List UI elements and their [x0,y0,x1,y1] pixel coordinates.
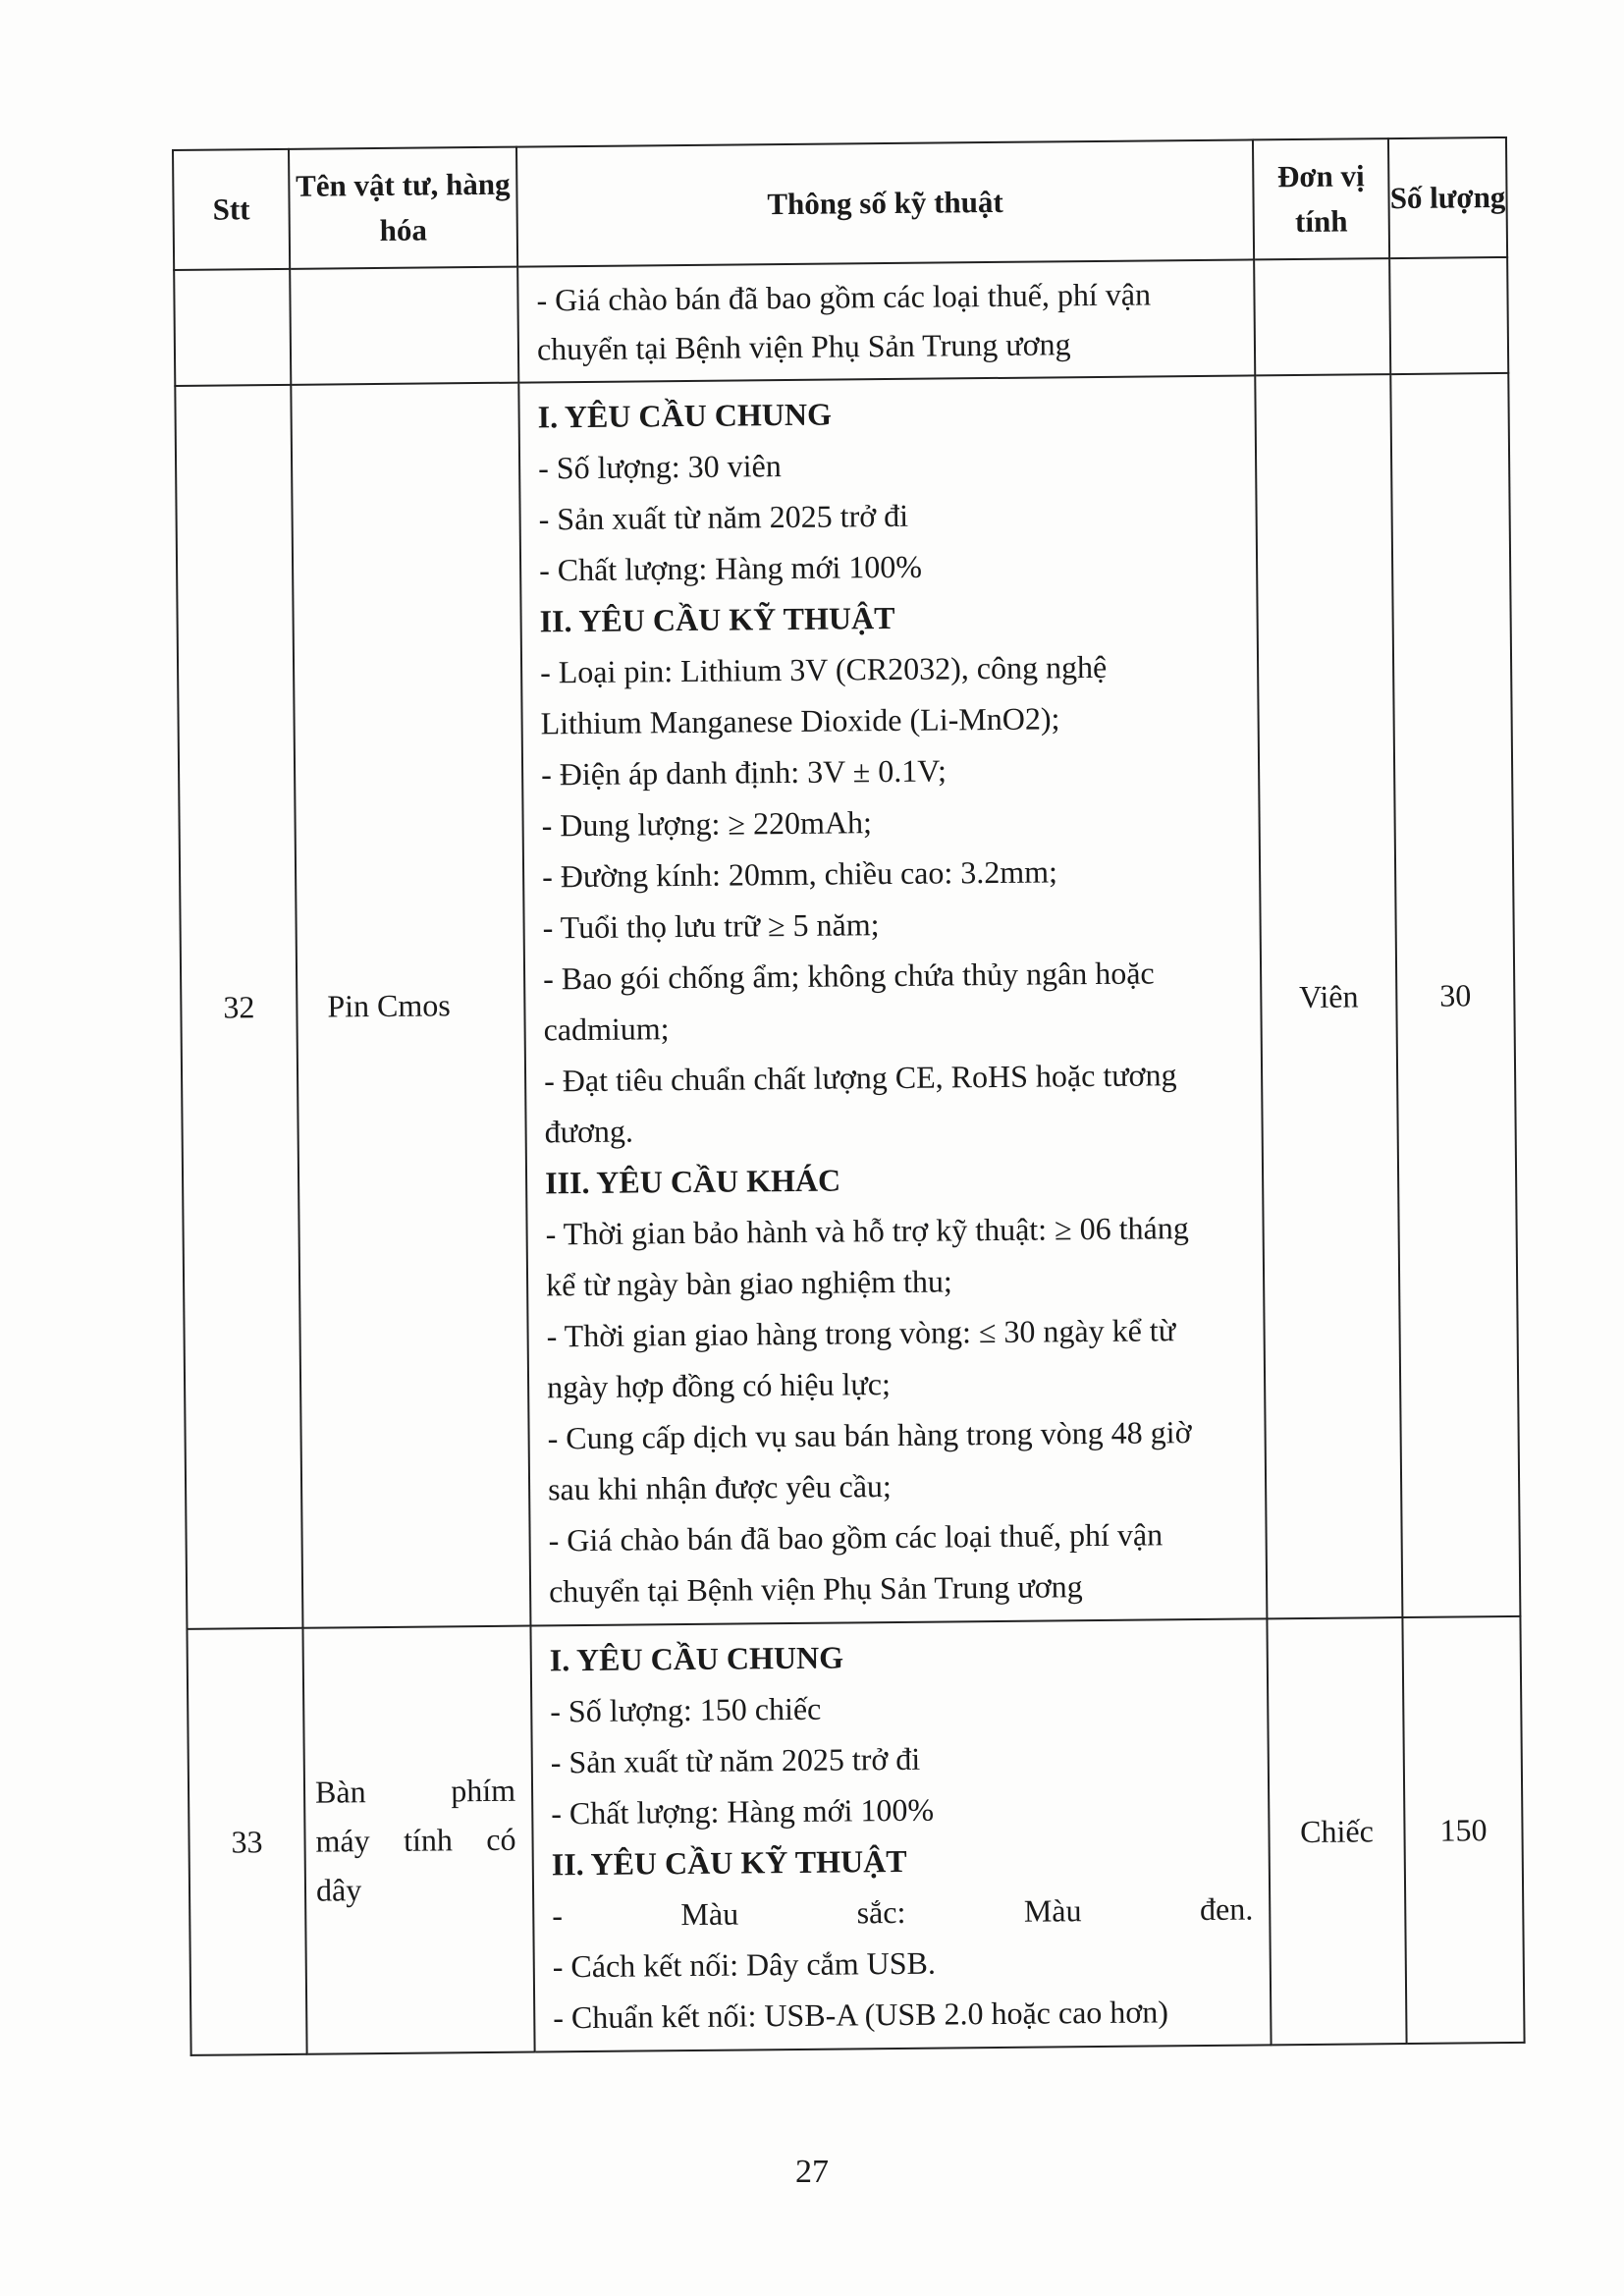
cell-stt: 32 [175,385,302,1629]
spec-section-heading: I. YÊU CẦU CHUNG [537,396,833,435]
cell-spec [530,1618,1271,2051]
spec-line: - Số lượng: 150 chiếc [550,1690,822,1729]
cell-qty-empty [1389,257,1508,374]
spec-line: - Dung lượng: ≥ 220mAh; [541,804,873,844]
spec-line: ngày hợp đồng có hiệu lực; [546,1366,892,1405]
spec-line: - Sản xuất từ năm 2025 trở đi [550,1740,921,1780]
spec-line: - Cung cấp dịch vụ sau bán hàng trong vòng 48 giờ [547,1414,1192,1456]
spec-line: - Bao gói chống ẩm; không chứa thủy ngân hoặc [542,955,1155,997]
cell-spec [518,375,1267,1625]
spec-line: - Chuẩn kết nối: USB-A (USB 2.0 hoặc cao hơn) [553,1994,1169,2036]
header-item-name: Tên vật tư, hàng hóa [289,147,517,269]
table-row-33 [187,1616,1524,2055]
spec-line: chuyển tại Bệnh viện Phụ Sản Trung ương [536,326,1071,367]
spec-line: cadmium; [543,1011,670,1048]
spec-section-heading: I. YÊU CẦU CHUNG [549,1639,844,1678]
spec-line: - Chất lượng: Hàng mới 100% [538,548,923,588]
spec-section-heading: III. YÊU CẦU KHÁC [544,1162,841,1201]
spec-line: - Giá chào bán đã bao gồm các loại thuế, phí vận [548,1516,1164,1558]
cell-stt-empty [174,269,291,386]
header-unit: Đơn vị tính [1253,138,1389,259]
cell-item-name [302,1626,534,2054]
spec-line: - Chất lượng: Hàng mới 100% [551,1791,935,1831]
page-number: 27 [795,2154,829,2190]
spec-line: - Số lượng: 30 viên [537,448,782,486]
spec-line: - Thời gian giao hàng trong vòng: ≤ 30 ngày kể từ [546,1312,1176,1354]
item-name-line: dây [315,1872,362,1908]
header-stt: Stt [173,149,290,270]
spec-line: - Tuổi thọ lưu trữ ≥ 5 năm; [542,906,880,946]
spec-line: - Sản xuất từ năm 2025 trở đi [538,497,909,537]
specification-table [172,137,1526,2056]
cell-item-name: Pin Cmos [291,383,530,1628]
spec-line: - Đạt tiêu chuẩn chất lượng CE, RoHS hoặc tương [543,1057,1177,1099]
spec-line: - Đường kính: 20mm, chiều cao: 3.2mm; [541,853,1058,895]
cell-quantity: 30 [1390,373,1520,1617]
header-specifications: Thông số kỹ thuật [516,139,1254,266]
cell-stt: 33 [187,1628,306,2055]
table-row-continuation [174,257,1508,386]
spec-section-heading: II. YÊU CẦU KỸ THUẬT [539,599,895,639]
spec-line: đương. [544,1113,634,1150]
spec-section-heading: II. YÊU CẦU KỸ THUẬT [551,1842,907,1883]
item-name-line: Bàn phím [314,1772,516,1810]
cell-unit: Chiếc [1267,1617,1406,2045]
table-header-row [173,137,1507,270]
spec-line: sau khi nhận được yêu cầu; [547,1468,892,1507]
spec-line: - Thời gian bảo hành và hỗ trợ kỹ thuật: ≥ 06 tháng [545,1210,1189,1252]
spec-line: - Màu sắc: Màu đen. [552,1890,1254,1934]
spec-line: - Loại pin: Lithium 3V (CR2032), công nghệ [539,648,1108,690]
cell-quantity: 150 [1402,1616,1524,2044]
spec-line: kể từ ngày bàn giao nghiệm thu; [545,1263,952,1303]
item-name-line: máy tính có [315,1821,516,1859]
header-quantity: Số lượng [1388,137,1507,258]
spec-line: - Cách kết nối: Dây cắm USB. [552,1944,937,1985]
cell-spec-continuation [517,259,1255,382]
spec-line: Lithium Manganese Dioxide (Li-MnO2); [540,700,1060,741]
cell-unit: Viên [1255,374,1402,1618]
cell-name-empty [290,267,518,385]
table-row-32 [175,373,1520,1629]
cell-unit-empty [1254,258,1390,375]
spec-line: - Giá chào bán đã bao gồm các loại thuế, phí vận [536,276,1152,318]
spec-line: - Điện áp danh định: 3V ± 0.1V; [540,752,947,793]
spec-line: chuyển tại Bệnh viện Phụ Sản Trung ương [548,1568,1083,1610]
